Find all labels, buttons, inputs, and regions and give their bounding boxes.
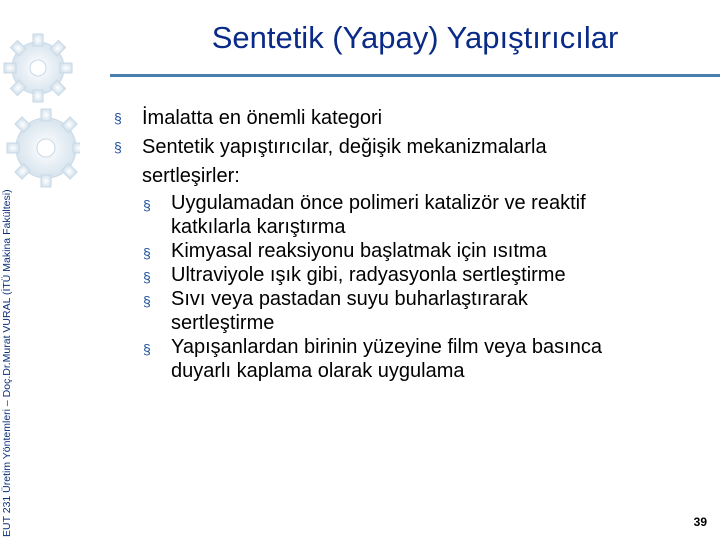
bullet-marker: § <box>114 110 122 126</box>
bullet-text: Sentetik yapıştırıcılar, değişik mekanizmalarla <box>142 136 547 158</box>
sub-bullet-text: Yapışanlardan birinin yüzeyine film veya basınca <box>171 336 602 358</box>
sub-bullet-text-continued: katkılarla karıştırma <box>171 216 346 238</box>
sub-bullet-text: Uygulamadan önce polimeri katalizör ve reaktif <box>171 192 586 214</box>
bullet-item <box>112 133 702 191</box>
bullet-marker: § <box>114 139 122 155</box>
bullet-marker: § <box>143 293 151 309</box>
bullet-text-continued: sertleşirler: <box>142 165 240 187</box>
bullet-item <box>112 104 702 133</box>
slide-title: Sentetik (Yapay) Yapıştırıcılar <box>211 20 619 55</box>
sub-bullet-text: Kimyasal reaksiyonu başlatmak için ısıtma <box>171 240 547 262</box>
side-footer-text: EUT 231 Üretim Yöntemleri – Doç.Dr.Murat VURAL (İTÜ Makina Fakültesi) <box>1 189 13 537</box>
bullet-marker: § <box>143 269 151 285</box>
sub-bullet-item <box>141 287 702 335</box>
bullet-marker: § <box>143 341 151 357</box>
bullet-marker: § <box>143 197 151 213</box>
title-divider <box>110 74 720 77</box>
sub-bullet-item <box>141 239 702 263</box>
bullet-list <box>112 104 702 383</box>
bullet-marker: § <box>143 245 151 261</box>
sub-bullet-text-continued: sertleştirme <box>171 312 275 334</box>
page-number: 39 <box>693 515 707 529</box>
bullet-text: İmalatta en önemli kategori <box>142 107 383 129</box>
sub-bullet-text: Ultraviyole ışık gibi, radyasyonla sertleştirme <box>171 264 566 286</box>
sub-bullet-item <box>141 263 702 287</box>
sub-bullet-item <box>141 335 702 383</box>
sub-bullet-text: Sıvı veya pastadan suyu buharlaştırarak <box>171 288 528 310</box>
sub-bullet-item <box>141 191 702 239</box>
sub-bullet-text-continued: duyarlı kaplama olarak uygulama <box>171 360 465 382</box>
